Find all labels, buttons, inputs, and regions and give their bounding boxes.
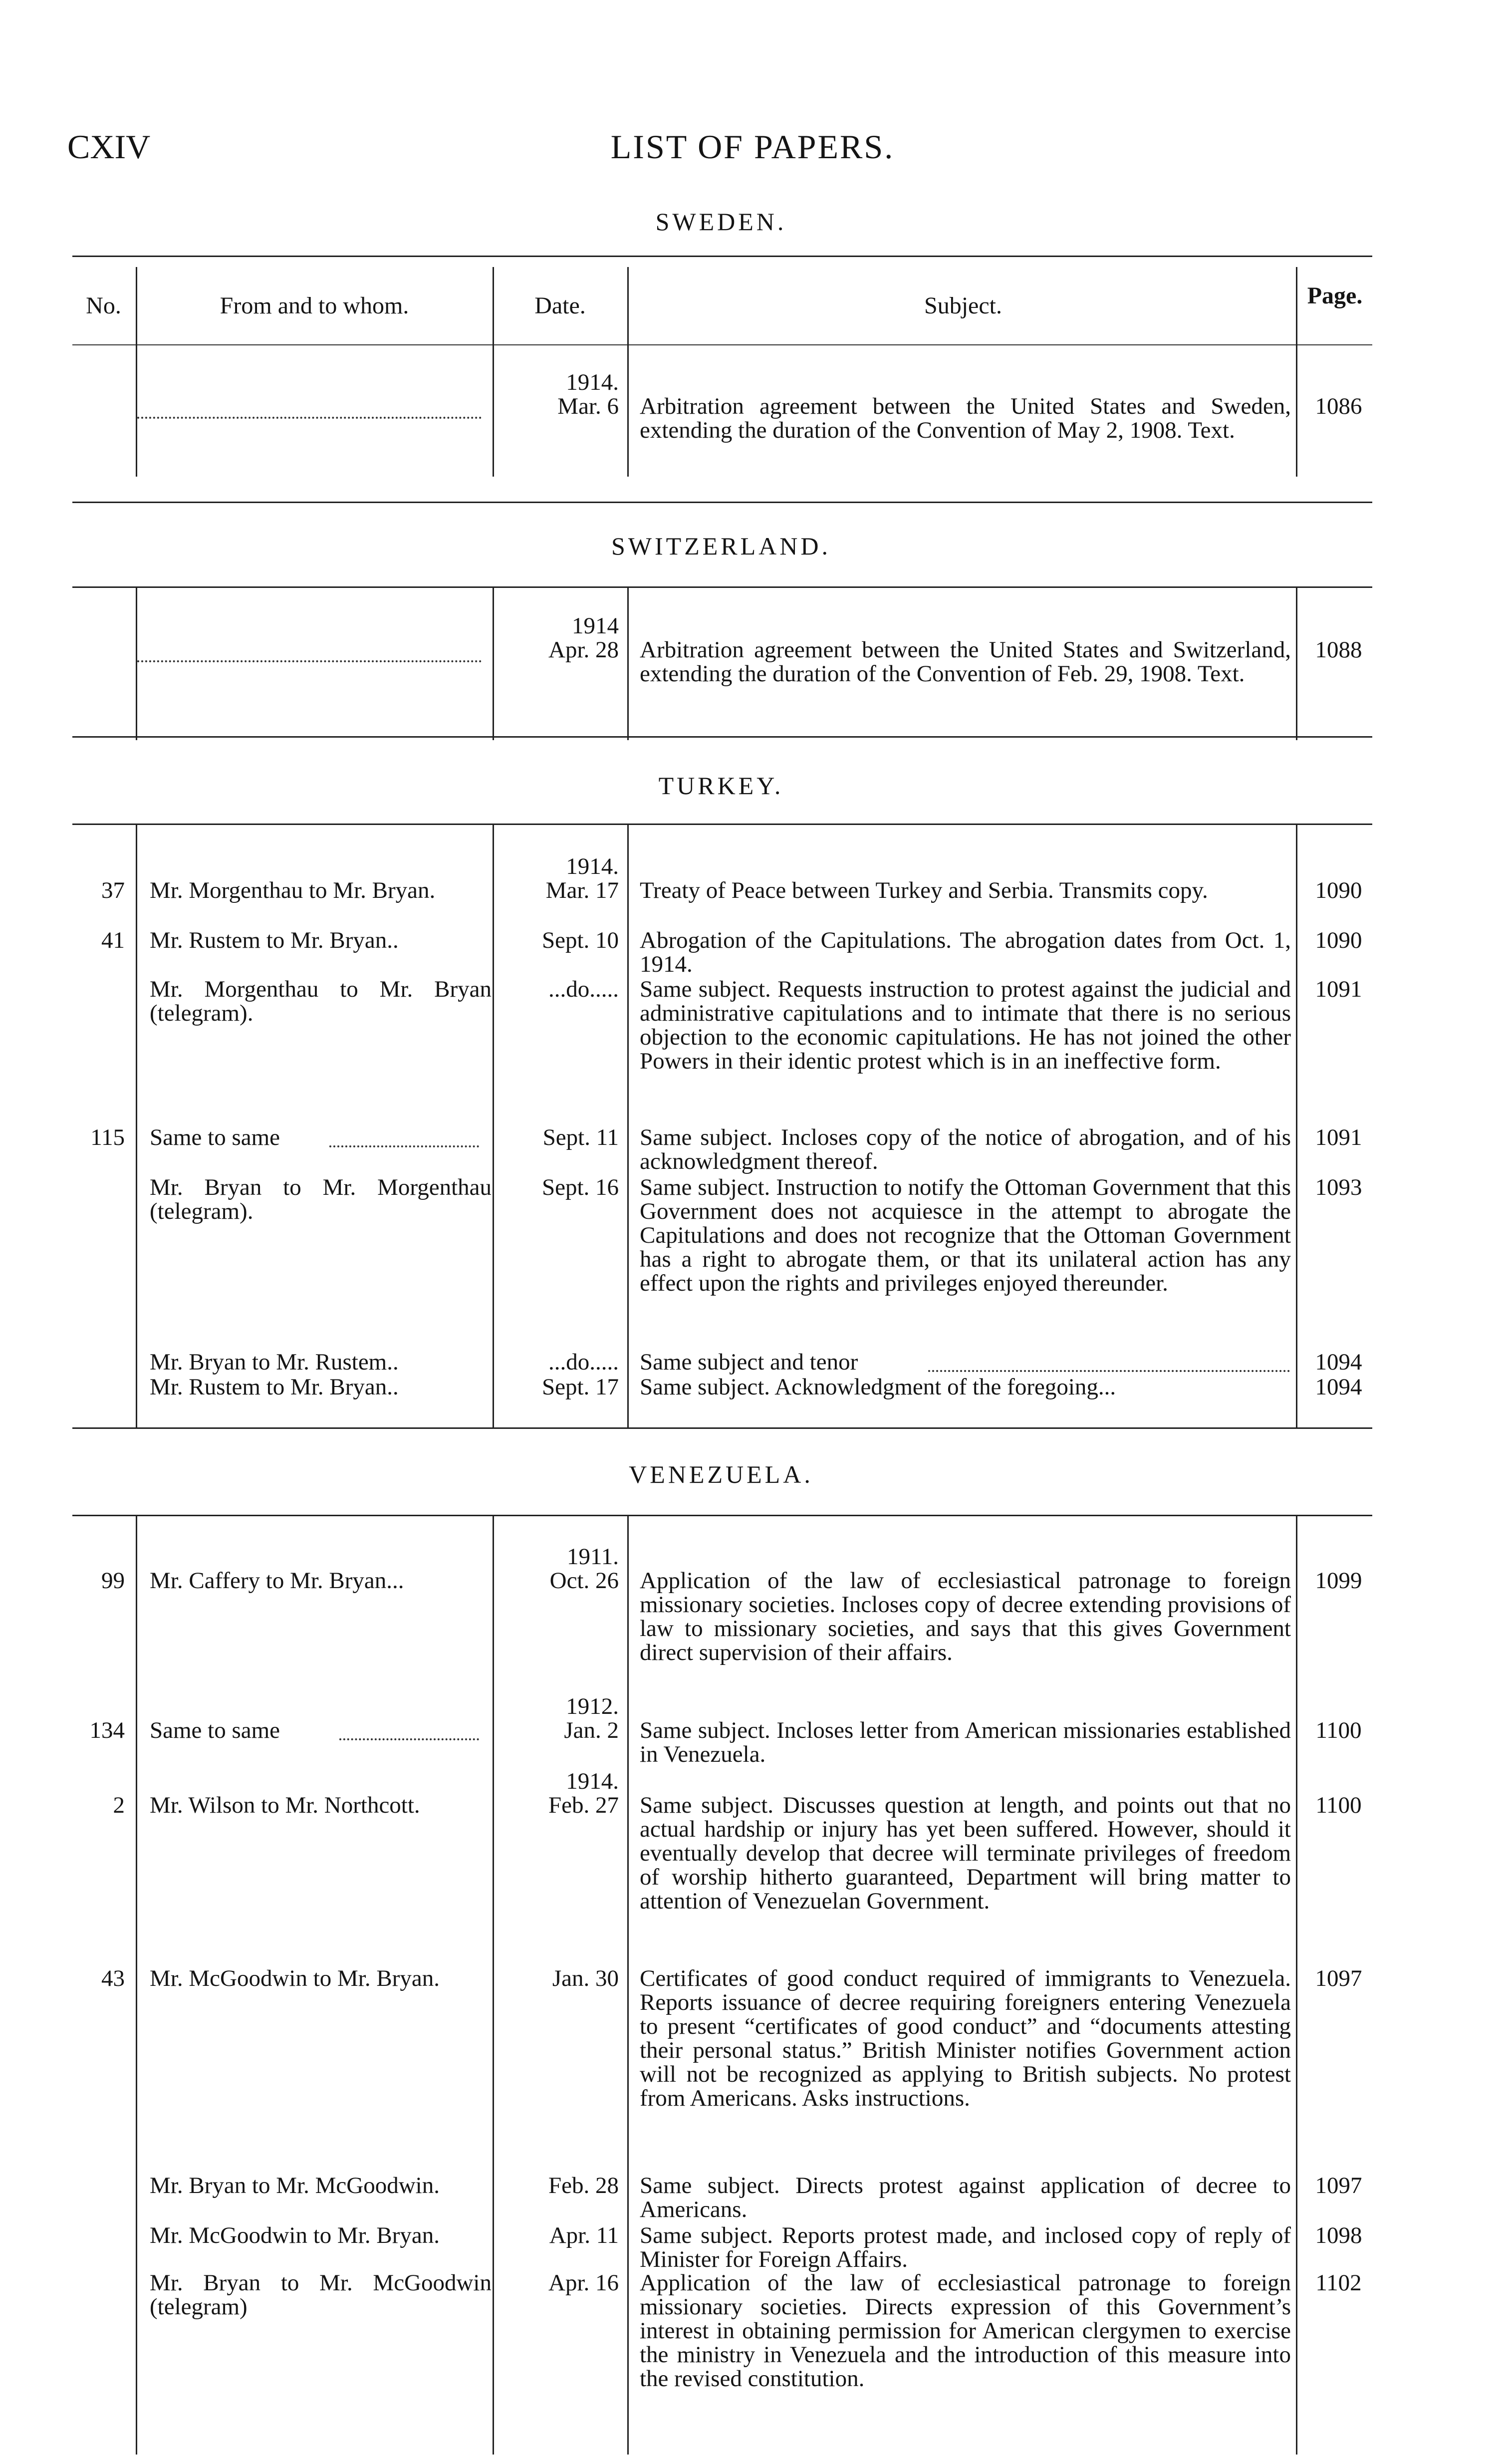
entry-from: Mr. Bryan to Mr. McGoodwin. [150, 2173, 440, 2198]
entry-from: Mr. Morgenthau to Mr. Bryan. [150, 877, 436, 903]
section-rule [72, 736, 1372, 738]
column-divider [493, 267, 494, 477]
entry-subject: Abrogation of the Capitulations. The abrogation dates from Oct. 1, 1914. [640, 927, 1291, 977]
entry-subject: Application of the law of ecclesiastical patronage to foreign missionary societies. Directs expression of this Government’s interest in obtaining permission for American clergymen to exercise the ministry in Venezuela and the introduction of this measure into the revised constitution. [640, 2270, 1291, 2392]
entry-subject: Same subject. Requests instruction to protest against the judicial and administrative capitulations and to intimate that there is no serious objection to the economic capitulations. He has not joined the other Powers in their identic protest which is in an ineffective form. [640, 976, 1291, 1074]
entry-number: 134 [89, 1717, 125, 1743]
entry-year: 1914. [566, 369, 619, 395]
entry-page: 1090 [1315, 927, 1362, 953]
entry-number: 2 [113, 1792, 125, 1818]
entry-subject: Same subject. Discusses question at length, and points out that no actual hardship or injury has yet been suffered. However, should it eventually develop that decree will terminate privileges of freedom of worship hitherto guaranteed, Department will bring matter to attention of Venezuelan Government. [640, 1792, 1291, 1914]
entry-page: 1086 [1315, 393, 1362, 419]
entry-page: 1094 [1315, 1349, 1362, 1375]
dot-leader [137, 660, 482, 662]
entry-from: Mr. Bryan to Mr. Rustem.. [150, 1349, 399, 1375]
entry-date: Apr. 11 [549, 2222, 619, 2248]
section-rule [72, 502, 1372, 503]
entry-date: Sept. 10 [541, 927, 619, 953]
section-title-turkey: TURKEY. [658, 772, 784, 800]
column-divider [1296, 588, 1297, 740]
entry-date: Jan. 2 [564, 1717, 619, 1743]
entry-page: 1100 [1315, 1792, 1362, 1818]
entry-subject: Same subject. Incloses copy of the notice of abrogation, and of his acknowledgment thereof. [640, 1124, 1291, 1174]
column-divider [136, 267, 137, 477]
entry-page: 1099 [1315, 1568, 1362, 1594]
table-rule [72, 823, 1372, 825]
entry-number: 99 [101, 1568, 125, 1594]
entry-date: Mar. 17 [545, 877, 619, 903]
entry-page: 1088 [1315, 637, 1362, 663]
entry-from: Same to same [150, 1717, 280, 1743]
entry-from: Mr. Morgenthau to Mr. Bryan (telegram). [150, 976, 492, 1026]
entry-from: Mr. McGoodwin to Mr. Bryan. [150, 1965, 440, 1991]
entry-page: 1091 [1315, 976, 1362, 1002]
column-divider [627, 825, 629, 1428]
entry-date: Oct. 26 [549, 1568, 619, 1594]
entry-subject: Treaty of Peace between Turkey and Serbia. Transmits copy. [640, 877, 1208, 903]
entry-subject: Same subject. Directs protest against application of decree to Americans. [640, 2173, 1291, 2222]
column-header-page: Page. [1307, 282, 1363, 309]
column-header-from: From and to whom. [220, 292, 409, 319]
entry-from: Mr. Bryan to Mr. Morgenthau (telegram). [150, 1174, 492, 1224]
entry-year: 1914. [566, 853, 619, 879]
entry-page: 1090 [1315, 877, 1362, 903]
entry-subject: Same subject. Reports protest made, and inclosed copy of reply of Minister for Foreign Affairs. [640, 2222, 1291, 2272]
column-divider [136, 1516, 137, 2455]
column-divider [627, 1516, 629, 2455]
entry-date: Feb. 28 [548, 2173, 619, 2198]
column-header-subject: Subject. [924, 292, 1002, 319]
entry-subject: Arbitration agreement between the United States and Sweden, extending the duration of the Convention of May 2, 1908. Text. [640, 393, 1291, 443]
entry-date: Sept. 11 [542, 1124, 619, 1150]
dot-leader [339, 1738, 479, 1740]
entry-from: Mr. Rustem to Mr. Bryan.. [150, 1374, 399, 1400]
entry-year: 1912. [566, 1693, 619, 1719]
entry-subject: Same subject. Acknowledgment of the foregoing... [640, 1374, 1116, 1400]
entry-date: ...do..... [548, 1349, 619, 1375]
entry-page: 1098 [1315, 2222, 1362, 2248]
entry-from: Mr. McGoodwin to Mr. Bryan. [150, 2222, 440, 2248]
dot-leader [928, 1370, 1290, 1372]
entry-year: 1914. [566, 1768, 619, 1794]
column-divider [493, 588, 494, 740]
entry-subject: Same subject. Incloses letter from American missionaries established in Venezuela. [640, 1717, 1291, 1767]
entry-date: Apr. 28 [548, 637, 619, 663]
section-title-venezuela: VENEZUELA. [629, 1460, 813, 1488]
entry-from: Mr. Rustem to Mr. Bryan.. [150, 927, 399, 953]
entry-subject: Certificates of good conduct required of immigrants to Venezuela. Reports issuance of decree requiring foreigners entering Venezuela to present “certificates of good conduct” and “documents attesting their personal status.” British Minister notifies Government action will not be recognized as applying to British subjects. No protest from Americans. Asks instructions. [640, 1965, 1291, 2111]
entry-page: 1097 [1315, 2173, 1362, 2198]
entry-from: Mr. Wilson to Mr. Northcott. [150, 1792, 420, 1818]
entry-from: Mr. Caffery to Mr. Bryan... [150, 1568, 404, 1594]
column-divider [1296, 825, 1297, 1428]
header-rule [72, 344, 1372, 345]
entry-page: 1100 [1315, 1717, 1362, 1743]
entry-date: Feb. 27 [548, 1792, 619, 1818]
entry-date: Jan. 30 [552, 1965, 619, 1991]
page-folio: CXIV [67, 128, 151, 166]
entry-date: Mar. 6 [557, 393, 619, 419]
column-divider [627, 267, 629, 477]
dot-leader [137, 417, 482, 419]
table-rule [72, 1515, 1372, 1516]
column-divider [1296, 267, 1297, 477]
table-rule [72, 586, 1372, 588]
page-header [0, 127, 1505, 167]
entry-number: 43 [101, 1965, 125, 1991]
entry-page: 1093 [1315, 1174, 1362, 1200]
dot-leader [329, 1145, 479, 1147]
entry-year: 1911. [566, 1544, 619, 1570]
entry-subject: Same subject and tenor [640, 1349, 858, 1375]
entry-subject: Application of the law of ecclesiastical patronage to foreign missionary societies. Incloses copy of decree extending provisions of law to missionary societies, and says that this gives Government direct supervision of their affairs. [640, 1568, 1291, 1665]
entry-number: 37 [101, 877, 125, 903]
entry-from: Same to same [150, 1124, 280, 1150]
entry-date: Apr. 16 [548, 2270, 619, 2296]
column-divider [136, 825, 137, 1428]
entry-number: 41 [101, 927, 125, 953]
entry-subject: Same subject. Instruction to notify the Ottoman Government that this Government does not acquiesce in the attempt to abrogate the Capitulations and does not recognize that the Ottoman Government has a right to abrogate them, or that its unilateral action has any effect upon the rights and privileges enjoyed thereunder. [640, 1174, 1291, 1296]
running-title: LIST OF PAPERS. [610, 128, 895, 166]
entry-from: Mr. Bryan to Mr. McGoodwin (telegram) [150, 2270, 492, 2320]
entry-date: Sept. 16 [541, 1174, 619, 1200]
column-header-date: Date. [534, 292, 586, 319]
entry-date: ...do..... [548, 976, 619, 1002]
column-divider [627, 588, 629, 740]
entry-page: 1094 [1315, 1374, 1362, 1400]
entry-number: 115 [90, 1124, 125, 1150]
column-header-no: No. [86, 292, 121, 319]
column-divider [1296, 1516, 1297, 2455]
entry-page: 1102 [1315, 2270, 1362, 2296]
table-rule [72, 256, 1372, 257]
section-rule [72, 1427, 1372, 1429]
column-divider [493, 825, 494, 1428]
entry-page: 1091 [1315, 1124, 1362, 1150]
entry-subject: Arbitration agreement between the United States and Switzerland, extending the duration of the Convention of Feb. 29, 1908. Text. [640, 637, 1291, 687]
column-divider [493, 1516, 494, 2455]
section-title-sweden: SWEDEN. [655, 208, 787, 236]
entry-page: 1097 [1315, 1965, 1362, 1991]
entry-date: Sept. 17 [541, 1374, 619, 1400]
column-divider [136, 588, 137, 740]
entry-year: 1914 [572, 613, 619, 639]
section-title-switzerland: SWITZERLAND. [611, 532, 831, 560]
